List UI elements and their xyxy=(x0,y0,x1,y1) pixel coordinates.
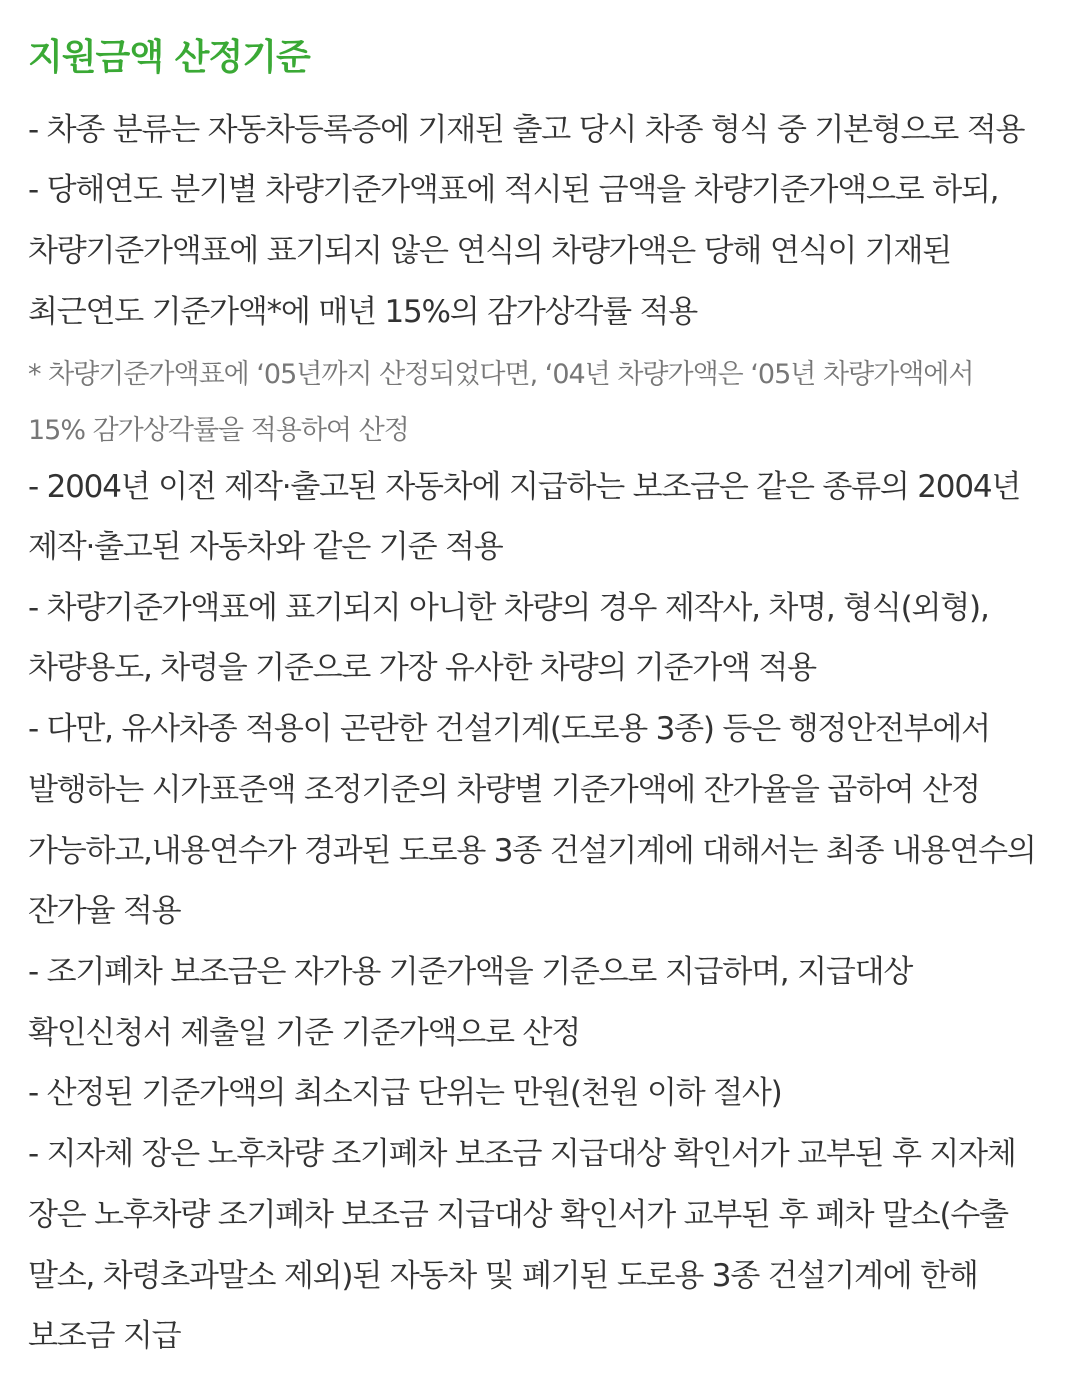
criteria-line: - 당해연도 분기별 차량기준가액표에 적시된 금액을 차량기준가액으로 하되, xyxy=(28,172,999,208)
criteria-line: - 산정된 기준가액의 최소지급 단위는 만원(천원 이하 절사) xyxy=(28,1075,782,1111)
criteria-line: 발행하는 시가표준액 조정기준의 차량별 기준가액에 잔가율을 곱하여 산정 xyxy=(28,772,980,808)
criteria-line: 가능하고,내용연수가 경과된 도로용 3종 건설기계에 대해서는 최종 내용연수의 xyxy=(28,833,1036,869)
criteria-line: 확인신청서 제출일 기준 기준가액으로 산정 xyxy=(28,1015,581,1051)
criteria-line: 차량용도, 차령을 기준으로 가장 유사한 차량의 기준가액 적용 xyxy=(28,650,816,686)
criteria-line: 제작·출고된 자동차와 같은 기준 적용 xyxy=(28,529,503,565)
section-title: 지원금액 산정기준 xyxy=(28,37,310,78)
criteria-line: - 2004년 이전 제작·출고된 자동차에 지급하는 보조금은 같은 종류의 2004년 xyxy=(28,469,1021,505)
criteria-line: 보조금 지급 xyxy=(28,1318,181,1354)
footnote-line: 15% 감가상각률을 적용하여 산정 xyxy=(28,415,409,446)
criteria-line: - 차종 분류는 자동차등록증에 기재된 출고 당시 차종 형식 중 기본형으로 적용 xyxy=(28,112,1025,148)
footnote-line: * 차량기준가액표에 ‘05년까지 산정되었다면, ‘04년 차량가액은 ‘05년 차량가액에서 xyxy=(28,359,974,390)
criteria-line: - 지자체 장은 노후차량 조기폐차 보조금 지급대상 확인서가 교부된 후 지자체 xyxy=(28,1136,1016,1172)
criteria-line: 차량기준가액표에 표기되지 않은 연식의 차량가액은 당해 연식이 기재된 xyxy=(28,233,951,269)
criteria-line: 잔가율 적용 xyxy=(28,893,181,929)
criteria-line: - 조기폐차 보조금은 자가용 기준가액을 기준으로 지급하며, 지급대상 xyxy=(28,954,913,990)
criteria-line: 최근연도 기준가액*에 매년 15%의 감가상각률 적용 xyxy=(28,294,698,330)
criteria-line: - 다만, 유사차종 적용이 곤란한 건설기계(도로용 3종) 등은 행정안전부에서 xyxy=(28,711,990,747)
criteria-line: 말소, 차령초과말소 제외)된 자동차 및 폐기된 도로용 3종 건설기계에 한해 xyxy=(28,1258,978,1294)
criteria-line: - 차량기준가액표에 표기되지 아니한 차량의 경우 제작사, 차명, 형식(외형), xyxy=(28,590,989,626)
criteria-line: 장은 노후차량 조기폐차 보조금 지급대상 확인서가 교부된 후 폐차 말소(수출 xyxy=(28,1197,1008,1233)
